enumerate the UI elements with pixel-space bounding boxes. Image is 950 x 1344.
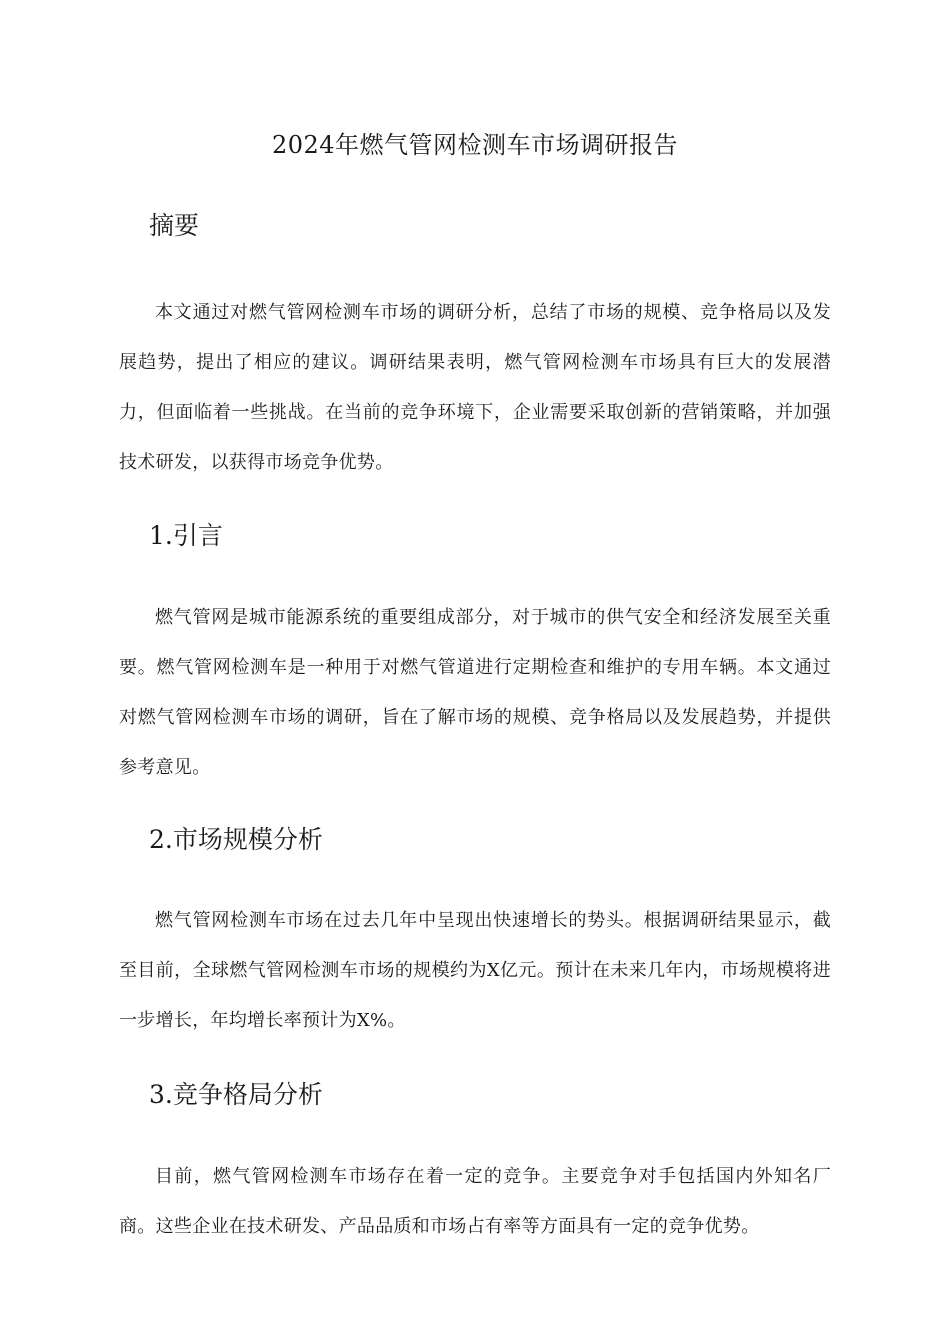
document-title: 2024年燃气管网检测车市场调研报告 <box>271 131 679 159</box>
section-paragraph-market-size: 燃气管网检测车市场在过去几年中呈现出快速增长的势头。根据调研结果显示，截至目前，全球燃气管网检测车市场的规模约为X亿元。预计在未来几年内，市场规模将进一步增长，年均增长率预计为X%。 <box>119 910 831 1031</box>
section-paragraph-introduction: 燃气管网是城市能源系统的重要组成部分，对于城市的供气安全和经济发展至关重要。燃气管网检测车是一种用于对燃气管道进行定期检查和维护的专用车辆。本文通过对燃气管网检测车市场的调研，旨在了解市场的规模、竞争格局以及发展趋势，并提供参考意见。 <box>119 607 831 778</box>
section-heading-introduction: 1.引言 <box>149 521 223 550</box>
section-heading-competition: 3.竞争格局分析 <box>149 1080 323 1109</box>
section-paragraph-abstract: 本文通过对燃气管网检测车市场的调研分析，总结了市场的规模、竞争格局以及发展趋势，提出了相应的建议。调研结果表明，燃气管网检测车市场具有巨大的发展潜力，但面临着一些挑战。在当前的竞争环境下，企业需要采取创新的营销策略，并加强技术研发，以获得市场竞争优势。 <box>119 302 831 473</box>
section-heading-abstract: 摘要 <box>149 211 200 240</box>
section-paragraph-competition: 目前，燃气管网检测车市场存在着一定的竞争。主要竞争对手包括国内外知名厂商。这些企业在技术研发、产品品质和市场占有率等方面具有一定的竞争优势。 <box>119 1166 831 1237</box>
section-heading-market-size: 2.市场规模分析 <box>149 825 323 854</box>
